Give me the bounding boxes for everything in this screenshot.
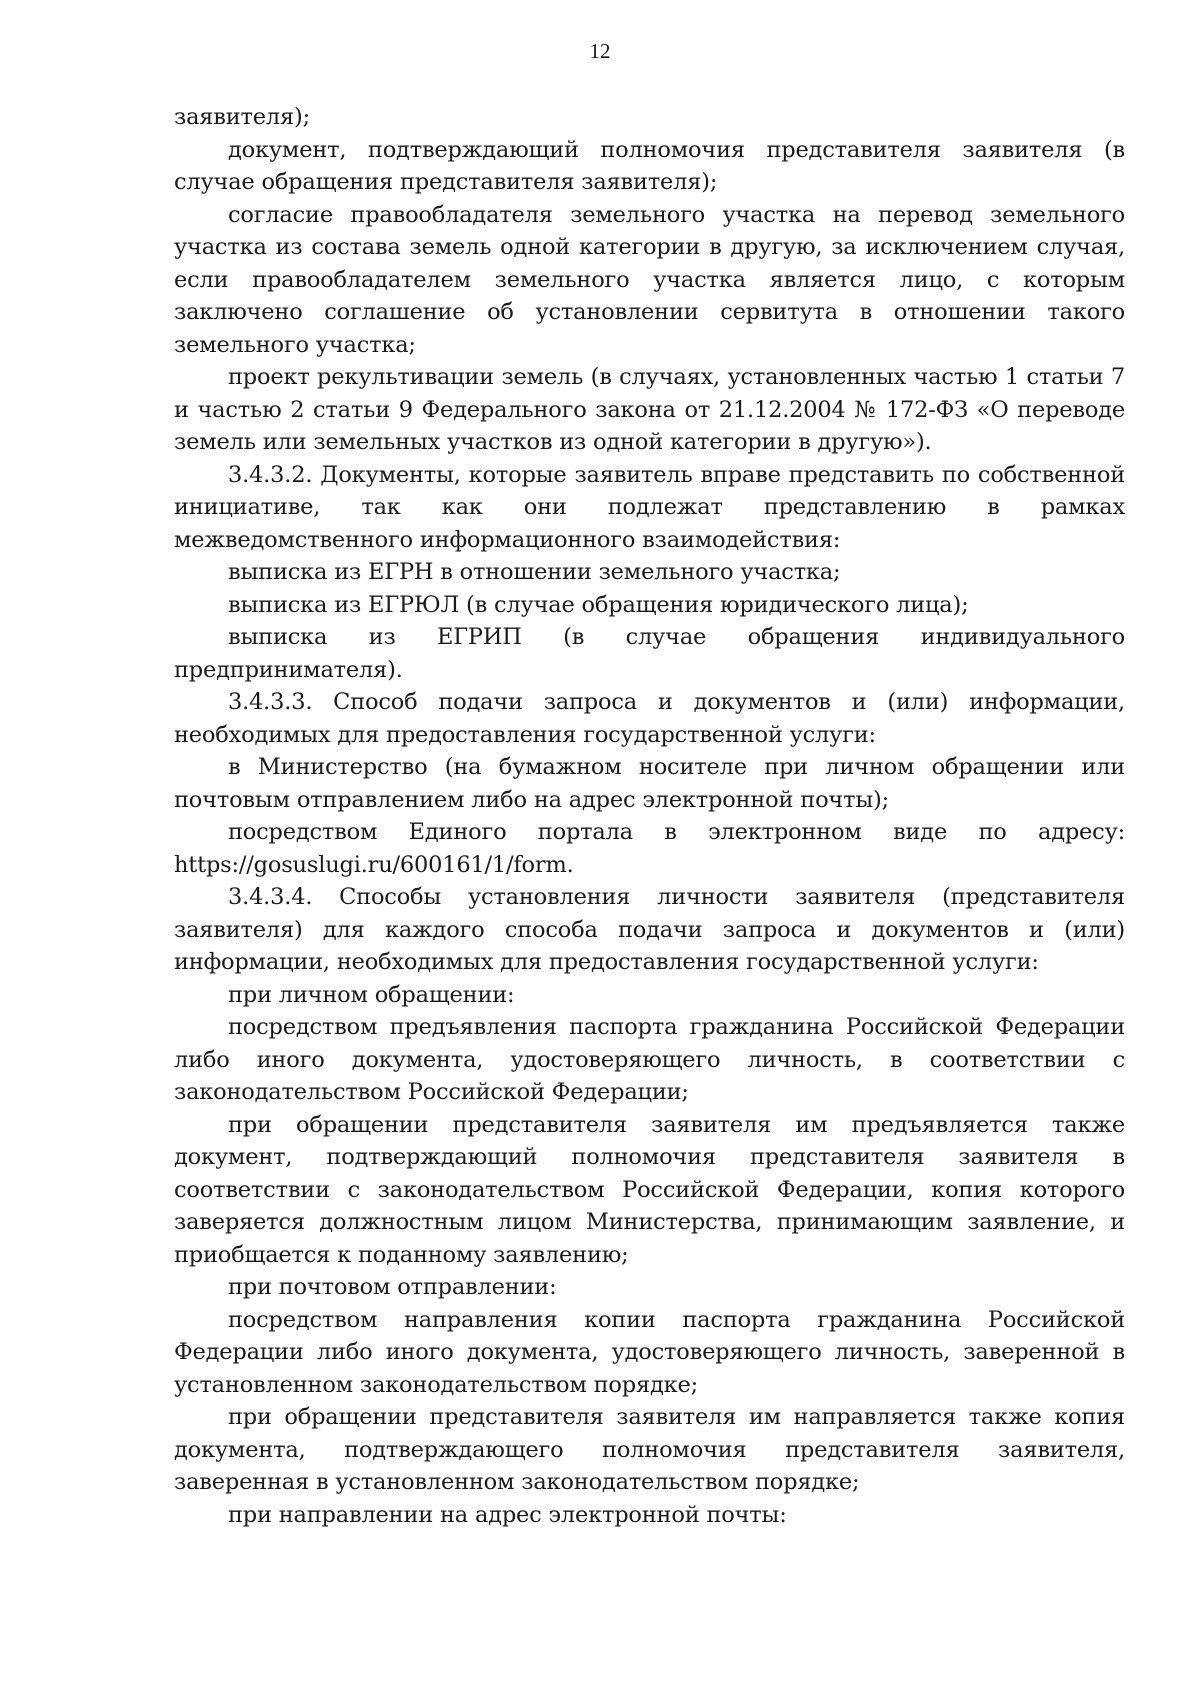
paragraph: 3.4.3.2. Документы, которые заявитель вправе представить по собственной инициативе, так как они подлежат представлению в рамках межведомственного информационного взаимодействия: (174, 461, 1125, 553)
paragraph: посредством предъявления паспорта гражданина Российской Федерации либо иного документа, удостоверяющего личность, в соответствии с законодательством Российской Федерации; (174, 1014, 1125, 1105)
document-body (174, 101, 1125, 1531)
paragraph: при личном обращении: (228, 981, 515, 1008)
paragraph: документ, подтверждающий полномочия представителя заявителя (в случае обращения представителя заявителя); (174, 136, 1125, 195)
paragraph: 3.4.3.4. Способы установления личности заявителя (представителя заявителя) для каждого способа подачи запроса и документов и (или) информации, необходимых для предоставления государственной услуги: (174, 884, 1125, 975)
paragraph: при почтовом отправлении: (228, 1274, 557, 1300)
paragraph: в Министерство (на бумажном носителе при личном обращении или почтовым отправлением либо на адрес электронной почты); (174, 754, 1125, 813)
paragraph: посредством Единого портала в электронном виде по адресу: https://gosuslugi.ru/600161/1/form. (174, 819, 1125, 878)
paragraph: проект рекультивации земель (в случаях, установленных частью 1 статьи 7 и частью 2 статьи 9 Федерального закона от 21.12.2004 № 172-ФЗ «О переводе земель или земельных участков из одной категории в другую»). (174, 364, 1125, 455)
paragraph: выписка из ЕГРН в отношении земельного участка; (228, 559, 841, 585)
paragraph: при обращении представителя заявителя им направляется также копия документа, подтверждающего полномочия представителя заявителя, заверенная в установленном законодательством порядке; (174, 1404, 1125, 1495)
paragraph: заявителя); (174, 104, 310, 130)
paragraph: выписка из ЕГРЮЛ (в случае обращения юридического лица); (228, 591, 969, 618)
page-number: 12 (589, 39, 611, 63)
paragraph: согласие правообладателя земельного участка на перевод земельного участка из состава земель одной категории в другую, за исключением случая, если правообладателем земельного участка является лицо, с которым заключено соглашение об установлении сервитута в отношении такого земельного участка; (174, 201, 1125, 358)
paragraph: посредством направления копии паспорта гражданина Российской Федерации либо иного документа, удостоверяющего личность, заверенной в установленном законодательством порядке; (174, 1306, 1125, 1398)
paragraph: при направлении на адрес электронной почты: (228, 1501, 787, 1528)
paragraph: при обращении представителя заявителя им предъявляется также документ, подтверждающий полномочия представителя заявителя в соответствии с законодательством Российской Федерации, копия которого заверяется должностным лицом Министерства, принимающим заявление, и приобщается к поданному заявлению; (174, 1111, 1125, 1268)
paragraph: выписка из ЕГРИП (в случае обращения индивидуального предпринимателя). (174, 624, 1125, 683)
paragraph: 3.4.3.3. Способ подачи запроса и документов и (или) информации, необходимых для предоставления государственной услуги: (174, 689, 1125, 748)
